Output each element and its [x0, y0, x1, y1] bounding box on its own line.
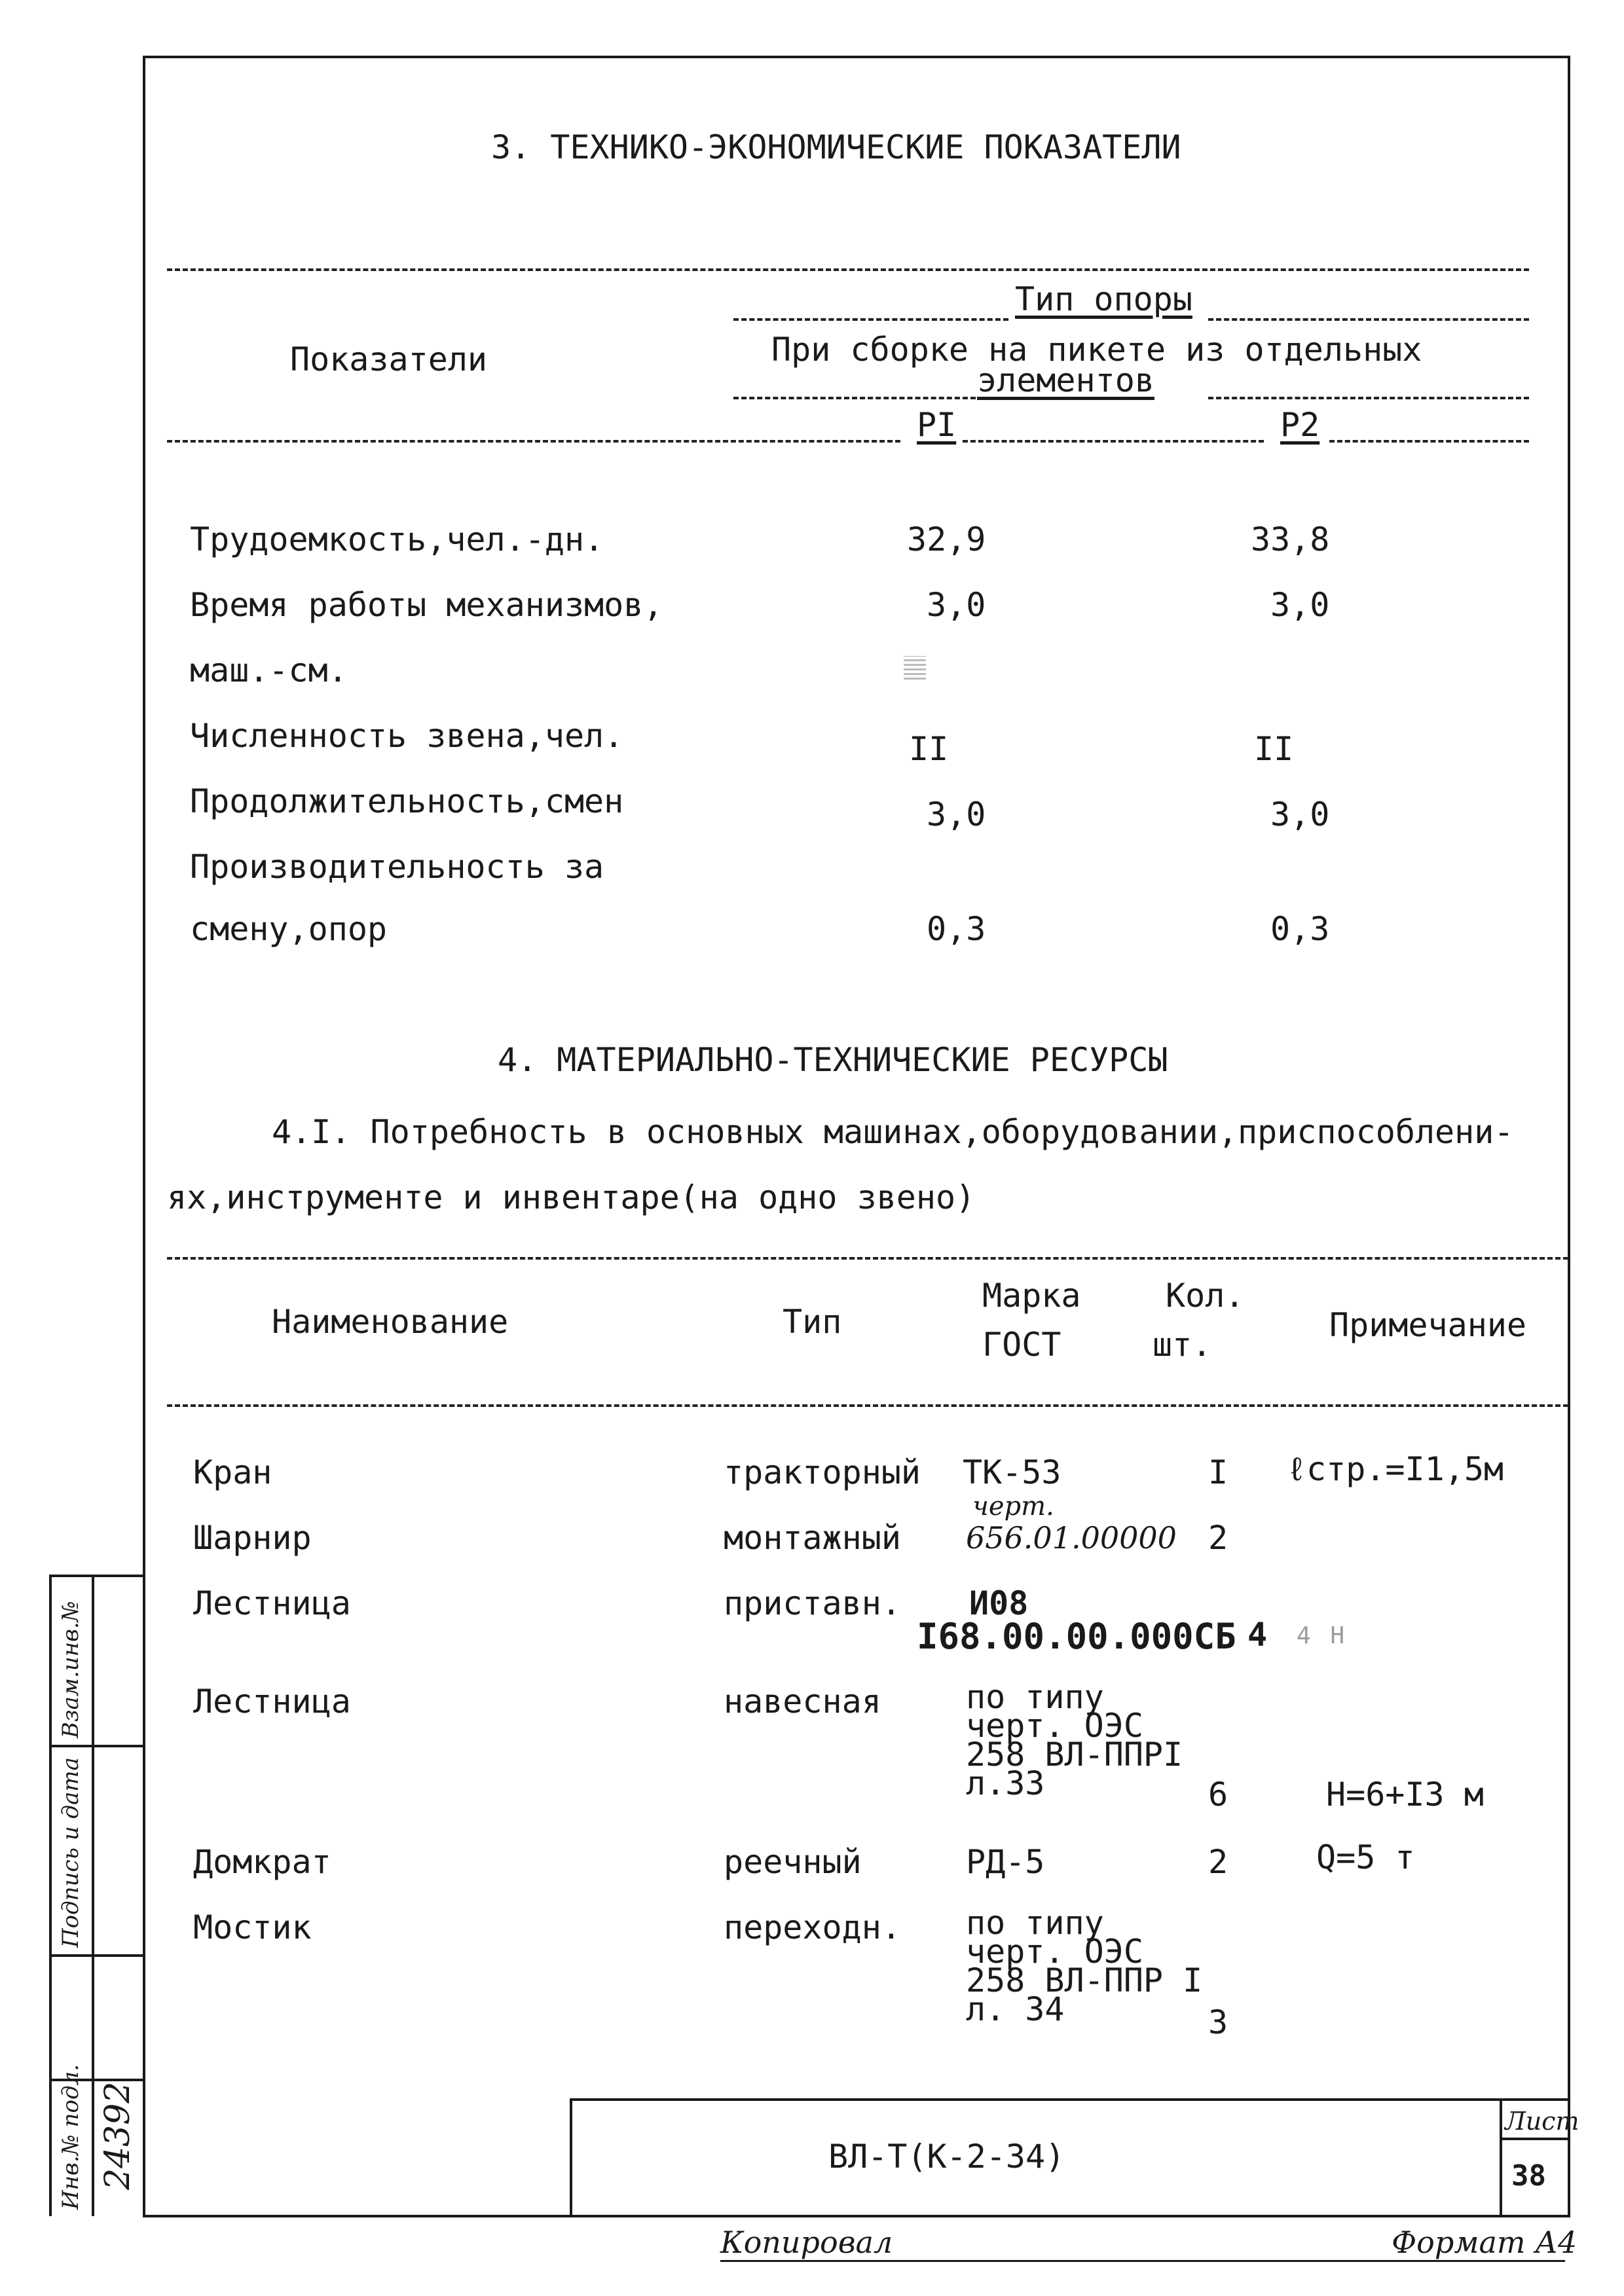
title-block-sheet-divider — [1500, 2098, 1502, 2216]
table2-row-mark-line4: л. 34 — [966, 1990, 1065, 2028]
side-stamp-rule-1 — [49, 1745, 144, 1747]
table1-type-right-rule — [1208, 318, 1529, 321]
table2-row-mark-line2: черт. ОЭС — [966, 1707, 1143, 1745]
table1-top-rule — [167, 268, 1529, 271]
footer-rule — [720, 2260, 1565, 2262]
section3-title: 3. ТЕХНИКО-ЭКОНОМИЧЕСКИЕ ПОКАЗАТЕЛИ — [491, 128, 1181, 166]
side-stamp-inv-number: 24392 — [98, 2081, 138, 2190]
table2-row-type: монтажный — [724, 1519, 901, 1557]
side-stamp-signature-label: Подпись и дата — [58, 1757, 84, 1948]
table1-col-p2: P2 — [1280, 406, 1320, 444]
table2-row-mark-line4: л.33 — [966, 1764, 1045, 1802]
table2-row-mark: И08 — [969, 1584, 1029, 1622]
title-block-top-border — [570, 2098, 1570, 2101]
table1-row-p2: II — [1254, 730, 1294, 768]
table2-row-mark-line1: по типу — [966, 1904, 1104, 1942]
section4-sub-line1: 4.I. Потребность в основных машинах,оборудовании,приспособлени- — [272, 1113, 1514, 1151]
table2-header-rule — [167, 1404, 1568, 1407]
table1-header-assembly-line1: При сборке на пикете из отдельных — [771, 331, 1422, 369]
table1-row-p1: 0,3 — [927, 910, 986, 948]
table1-bottom-rule-b — [963, 440, 1264, 443]
table1-bottom-rule-c — [1329, 440, 1529, 443]
table2-row-type: переходн. — [724, 1908, 901, 1946]
table1-sub-right-rule — [1208, 397, 1529, 399]
table2-row-name: Лестница — [193, 1683, 351, 1721]
side-stamp-rule-2 — [49, 1954, 144, 1957]
sheet-label: Лист — [1505, 2107, 1579, 2136]
table1-row-p1: 3,0 — [927, 586, 986, 624]
table1-row-p2: 33,8 — [1251, 520, 1330, 558]
side-stamp-top — [49, 1575, 144, 1577]
table1-row-label: Производительность за — [190, 848, 604, 886]
table2-header-qty-line2: шт. — [1153, 1326, 1212, 1364]
table1-row-p1: II — [909, 730, 949, 768]
table2-header-qty-line1: Кол. — [1166, 1277, 1245, 1315]
table2-row-type: приставн. — [724, 1584, 901, 1622]
footer-format: Формат А4 — [1392, 2225, 1578, 2260]
table2-header-note: Примечание — [1329, 1306, 1527, 1344]
faded-overprint: 4 Н — [1297, 1622, 1348, 1649]
table2-row-mark-line3: 258 ВЛ-ППРI — [966, 1736, 1183, 1774]
table1-sub-left-rule — [733, 397, 976, 399]
table1-col-p1: PI — [917, 406, 957, 444]
table2-row-type: навесная — [724, 1683, 881, 1721]
side-stamp-outer-left — [49, 1575, 52, 2216]
table2-row-name: Кран — [193, 1453, 272, 1491]
table1-row-label: маш.-см. — [190, 651, 348, 689]
table2-row-qty: I — [1208, 1453, 1228, 1491]
table1-row-p2: 3,0 — [1270, 586, 1330, 624]
table2-row-qty: 2 — [1208, 1843, 1228, 1881]
table2-row-qty: 2 — [1208, 1519, 1228, 1557]
table2-row-name: Домкрат — [193, 1843, 331, 1881]
table1-row-label: Продолжительность,смен — [190, 782, 624, 820]
table2-row-qty: 4 — [1247, 1616, 1268, 1654]
side-stamp-inner-divider — [92, 1575, 94, 2216]
table2-row-mark-handwritten-line2: 656.01.00000 — [966, 1520, 1177, 1556]
table2-row-mark-line3: 258 ВЛ-ППР I — [966, 1961, 1203, 1999]
table2-row-name: Мостик — [193, 1908, 312, 1946]
table2-row-note: Q=5 т — [1316, 1838, 1415, 1876]
table1-row-p2: 0,3 — [1270, 910, 1330, 948]
table1-row-p1: 32,9 — [907, 520, 986, 558]
scan-smudge — [904, 656, 926, 680]
table2-header-mark-line2: ГОСТ — [982, 1326, 1061, 1364]
table1-row-p1: 3,0 — [927, 795, 986, 833]
footer-copied: Копировал — [720, 2225, 893, 2260]
table1-row-label: смену,опор — [190, 910, 388, 948]
table1-row-label: Трудоемкость,чел.-дн. — [190, 520, 604, 558]
table1-header-assembly-line2: элементов — [977, 361, 1154, 399]
table1-type-left-rule — [733, 318, 1008, 321]
table1-header-support-type: Тип опоры — [1015, 280, 1192, 318]
table2-row-mark: РД-5 — [966, 1843, 1045, 1881]
title-block-left-border — [570, 2098, 572, 2216]
table2-header-name: Наименование — [272, 1303, 509, 1341]
table2-row-note: ℓстр.=I1,5м — [1287, 1450, 1504, 1488]
table2-row-type: тракторный — [724, 1453, 921, 1491]
table2-row-mark-handwritten-line1: черт. — [972, 1491, 1054, 1522]
table2-top-rule — [167, 1257, 1568, 1260]
table1-row-label: Время работы механизмов, — [190, 586, 663, 624]
title-block-sheet-rule — [1500, 2138, 1570, 2140]
section4-sub-line2: ях,инструменте и инвентаре(на одно звено) — [167, 1178, 976, 1216]
page-frame-bottom — [143, 2215, 1570, 2217]
side-stamp-inv-label: Инв.№ подл. — [58, 2064, 84, 2210]
sheet-number: 38 — [1511, 2159, 1546, 2193]
table1-header-indicators: Показатели — [290, 340, 488, 378]
table2-row-mark: ТК-53 — [963, 1453, 1061, 1491]
document-code: ВЛ-Т(К-2-34) — [828, 2138, 1065, 2176]
table2-row-note: Н=6+I3 м — [1326, 1776, 1484, 1813]
table1-row-label: Численность звена,чел. — [190, 717, 624, 755]
table1-bottom-rule-a — [167, 440, 900, 443]
table2-row-mark-line2: черт. ОЭС — [966, 1933, 1143, 1971]
side-stamp-replace-label: Взам.инв.№ — [58, 1601, 84, 1738]
table2-header-type: Тип — [783, 1303, 842, 1341]
table2-row-mark-line1: по типу — [966, 1678, 1104, 1716]
table2-header-mark-line1: Марка — [982, 1277, 1081, 1315]
table2-row-mark-code: I68.00.00.000СБ — [917, 1616, 1236, 1657]
table1-row-p2: 3,0 — [1270, 795, 1330, 833]
section4-title: 4. МАТЕРИАЛЬНО-ТЕХНИЧЕСКИЕ РЕСУРСЫ — [498, 1041, 1168, 1079]
table2-row-qty: 3 — [1208, 2003, 1228, 2041]
table2-row-name: Лестница — [193, 1584, 351, 1622]
table2-row-type: реечный — [724, 1843, 862, 1881]
table2-row-name: Шарнир — [193, 1519, 312, 1557]
table2-row-qty: 6 — [1208, 1776, 1228, 1813]
